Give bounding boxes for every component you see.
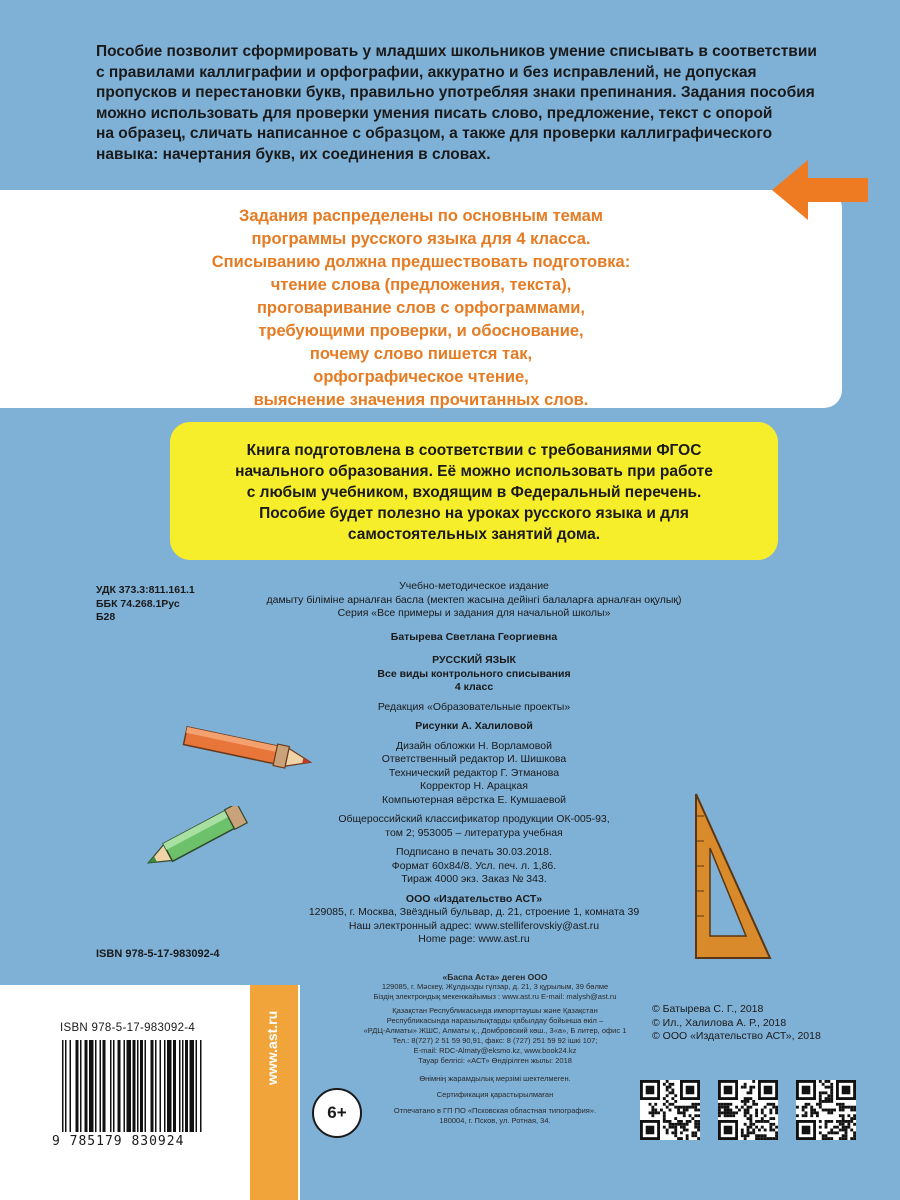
orange-line: почему слово пишется так, [309, 345, 533, 363]
kazakh-line: Қазақстан Республикасында импорттаушы және Қазақстан [392, 1006, 598, 1015]
age-rating-badge: 6+ [312, 1088, 362, 1138]
edition-type-kazakh: дамыту біліміне арналған басла (мектеп жасына дейінгі балаларға арналған оқулық) [266, 593, 682, 606]
editorial-office: Редакция «Образовательные проекты» [377, 700, 571, 713]
series-name: Серия «Все примеры и задания для начальной школы» [337, 607, 611, 619]
orange-line: Задания распределены по основным темам [239, 207, 603, 225]
intro-line: можно использовать для проверки умения писать слово, предложение, текст с опорой [96, 104, 773, 122]
credit-line: Дизайн обложки Н. Ворламовой [396, 739, 552, 752]
intro-paragraph [96, 42, 856, 165]
kazakh-line: Сертификация қарастырылмаған [436, 1090, 554, 1099]
printer-line: 180004, г. Псков, ул. Ротная, 34. [439, 1116, 551, 1125]
intro-line: навыка: начертания букв, их соединения в словах. [96, 145, 491, 163]
kazakh-line: 129085, г. Мәскеу, Жұлдызды гүлзар, д. 21, 3 құрылым, 39 бөлме [381, 982, 609, 991]
copyright-line: © ООО «Издательство АСТ», 2018 [652, 1030, 821, 1042]
orange-line: выяснение значения прочитанных слов. [253, 391, 589, 409]
book-subtitle: Все виды контрольного списывания [377, 667, 571, 680]
qr-code-icon [718, 1080, 778, 1140]
copyright-line: © Батырева С. Г., 2018 [652, 1003, 764, 1015]
barcode-isbn: ISBN 978-5-17-983092-4 [60, 1022, 196, 1034]
orange-line: программы русского языка для 4 класса. [251, 230, 591, 248]
publisher-address: 129085, г. Москва, Звёздный бульвар, д. 21, строение 1, комната 39 [308, 906, 640, 918]
printer-line: Отпечатано в ГП ПО «Псковская областная типография». [393, 1106, 597, 1115]
orange-line: орфографическое чтение, [313, 368, 529, 386]
author-mark: Б28 [96, 611, 116, 623]
yellow-line: Книга подготовлена в соответствии с требованиями ФГОС [246, 442, 702, 459]
site-label: www.ast.ru [264, 1010, 280, 1085]
barcode [60, 1040, 238, 1132]
copyright-line: © Ил., Халилова А. Р., 2018 [652, 1016, 787, 1029]
kazakh-publisher-title: «Баспа Аста» деген ООО [442, 972, 548, 982]
orange-line: требующими проверки, и обоснование, [258, 322, 584, 340]
publisher-homepage: Home page: www.ast.ru [418, 933, 530, 945]
credit-line: Корректор Н. Арацкая [420, 780, 528, 792]
print-line: Формат 60x84/8. Усл. печ. л. 1,86. [391, 859, 557, 872]
bbk-code: ББК 74.268.1Рус [96, 597, 180, 610]
book-grade: 4 класс [454, 681, 494, 693]
book-title: РУССКИЙ ЯЗЫК [432, 654, 516, 666]
kazakh-line: E-mail: RDC-Almaty@eksmo.kz, www.book24.kz [413, 1046, 577, 1055]
qr-code-icon [796, 1080, 856, 1140]
kazakh-line: Тел.: 8(727) 2 51 59 90,91, факс: 8 (727) 251 59 92 ішкі 107; [392, 1036, 598, 1045]
tasks-description [0, 205, 842, 412]
illustrator: Рисунки А. Халиловой [415, 720, 533, 732]
print-line: Подписано в печать 30.03.2018. [396, 846, 552, 858]
kazakh-line: Республикасында наразылықтарды қабылдау бойынша өкіл – [386, 1016, 604, 1025]
kazakh-line: Тауар белгісі: «АСТ» Өндірілген жылы: 2018 [418, 1056, 572, 1065]
classifier-line: том 2; 953005 – литература учебная [385, 826, 563, 839]
orange-pencil-icon [176, 724, 321, 774]
print-line: Тираж 4000 экз. Заказ № 343. [401, 873, 547, 885]
fgos-description [170, 440, 778, 545]
kazakh-line: «РДЦ-Алматы» ЖШС, Алматы қ., Домбровский көш., 3«а», Б литер, офис 1 [363, 1026, 627, 1035]
copyright-block [652, 1003, 821, 1044]
orange-line: чтение слова (предложения, текста), [270, 276, 572, 294]
credit-line: Технический редактор Г. Этманова [388, 766, 560, 779]
green-pencil-icon [140, 806, 255, 868]
yellow-line: начального образования. Её можно использовать при работе [235, 463, 713, 480]
credit-line: Ответственный редактор И. Шишкова [381, 753, 567, 765]
intro-line: пропусков и перестановки букв, правильно употребляя знаки препинания. Задания пособия [96, 84, 815, 101]
edition-type: Учебно-методическое издание [399, 580, 549, 592]
yellow-line: Пособие будет полезно на уроках русского языка и для [259, 505, 689, 522]
intro-line: на образец, сличать написанное с образцом, а также для проверки каллиграфического [96, 125, 773, 142]
credit-line: Компьютерная вёрстка Е. Кумшаевой [381, 793, 567, 806]
set-square-icon [688, 786, 778, 966]
orange-line: Списыванию должна предшествовать подготовка: [211, 253, 631, 271]
barcode-digits: 9 785179 830924 [52, 1134, 185, 1149]
author-name: Батырева Светлана Георгиевна [390, 630, 558, 643]
intro-line: Пособие позволит сформировать у младших школьников умение списывать в соответствии [96, 43, 817, 60]
qr-code-icon [640, 1080, 700, 1140]
orange-line: проговаривание слов с орфограммами, [256, 299, 586, 317]
yellow-line: с любым учебником, входящим в Федеральный перечень. [246, 484, 702, 501]
udk-code: УДК 373.3:811.161.1 [96, 584, 195, 596]
kazakh-line: Өнімнің жарамдылық мерзімі шектелмеген. [419, 1074, 571, 1083]
publisher-name: ООО «Издательство АСТ» [405, 892, 543, 905]
intro-line: с правилами каллиграфии и орфографии, аккуратно и без исправлений, не допуская [96, 63, 757, 81]
isbn-label: ISBN 978-5-17-983092-4 [96, 948, 220, 960]
classifier-line: Общероссийский классификатор продукции ОК-005-93, [338, 813, 610, 825]
yellow-line: самостоятельных занятий дома. [347, 526, 601, 543]
kazakh-line: Біздің электрондық мекенжайымыз : www.ast.ru E-mail: malysh@ast.ru [373, 992, 617, 1001]
publisher-email: Наш электронный адрес: www.stelliferovskiy@ast.ru [348, 919, 600, 932]
